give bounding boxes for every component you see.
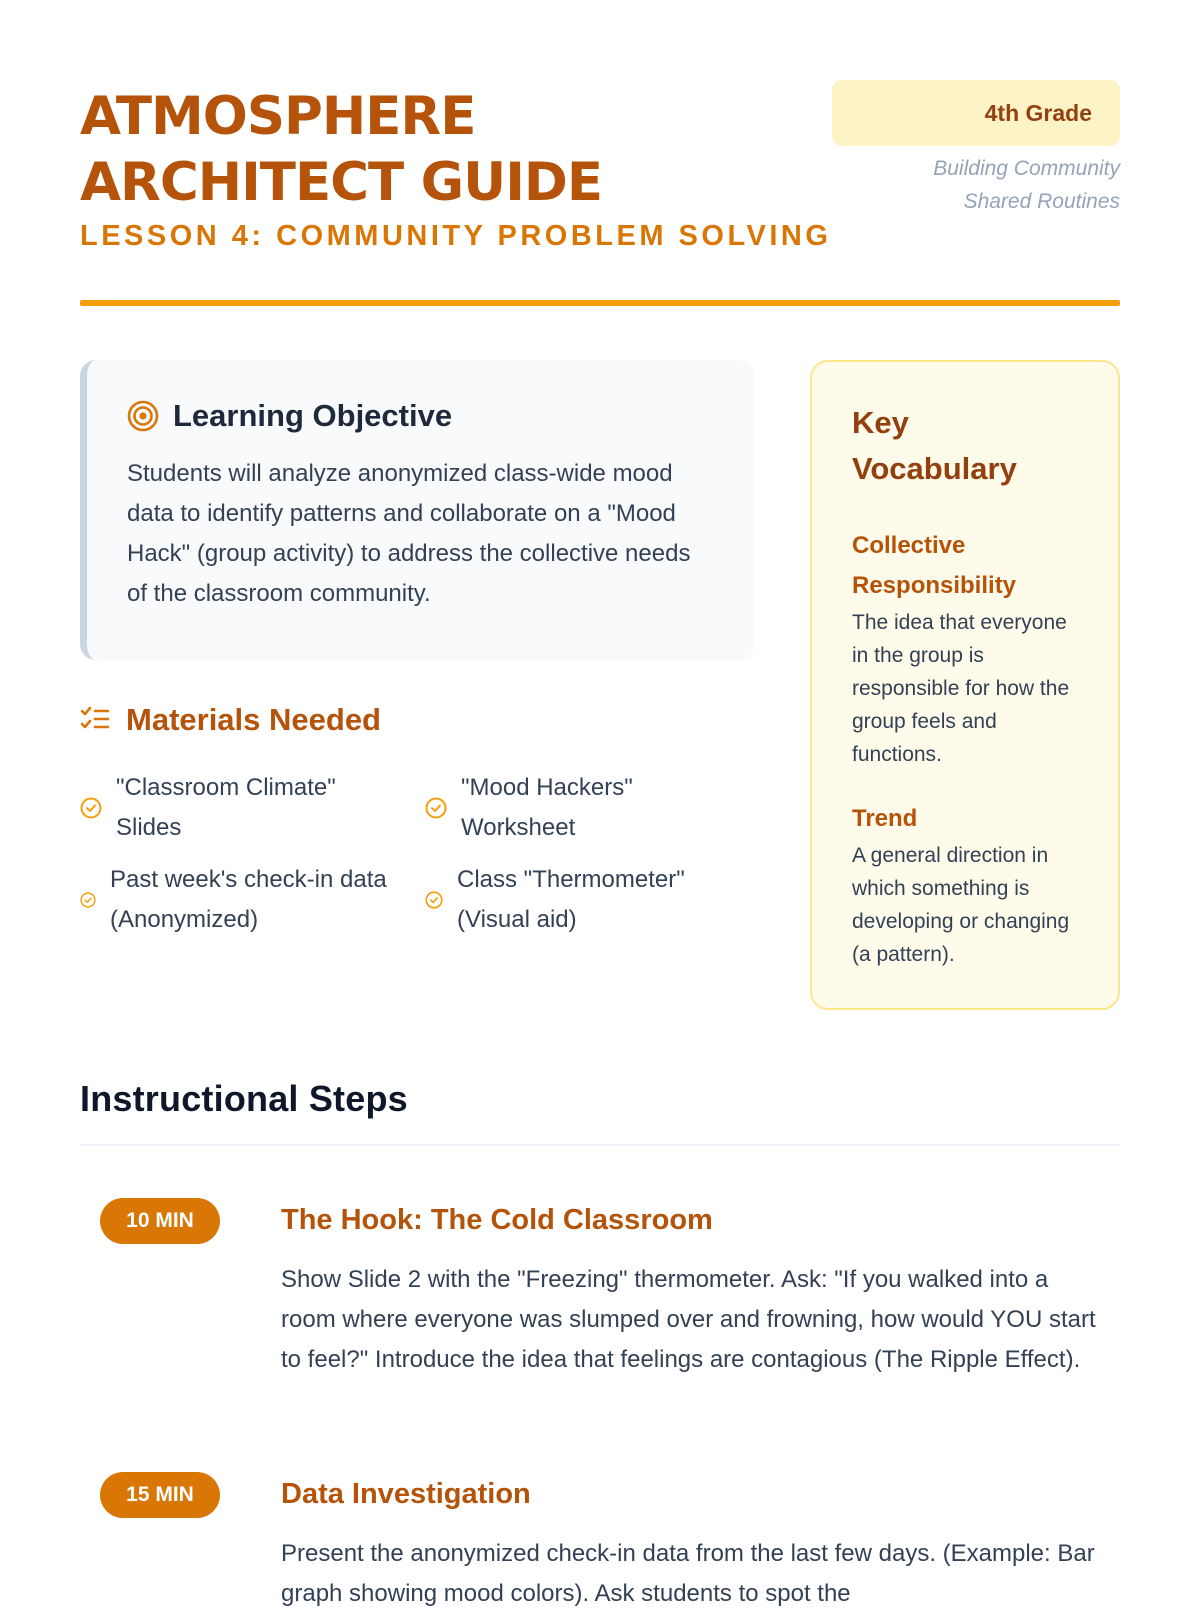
lesson-guide-page — [80, 0, 1120, 1607]
steps-divider — [80, 1144, 1120, 1146]
lesson-subtitle: LESSON 4: COMMUNITY PROBLEM SOLVING — [80, 220, 832, 252]
tagline — [933, 152, 1120, 218]
vocab-term: Collective Responsibility — [852, 532, 1017, 599]
check-circle-icon — [425, 797, 447, 819]
grade-badge: 4th Grade — [832, 80, 1120, 146]
checklist-icon — [80, 705, 110, 735]
title-line-2: ARCHITECT GUIDE — [80, 152, 603, 213]
duration-badge: 15 MIN — [100, 1472, 220, 1518]
objective-title: Learning Objective — [173, 398, 453, 433]
page-title — [80, 84, 800, 216]
step-text: Present the anonymized check-in data from the last few days. (Example: Bar graph showing mood colors). Ask students to spot the — [281, 1540, 1095, 1607]
material-label: "Mood Hackers" Worksheet — [461, 774, 633, 841]
objective-text: Students will analyze anonymized class-wide mood data to identify patterns and collaborate on a "Mood Hack" (group activity) to address the collective needs of the classroom community. — [127, 460, 691, 607]
material-item — [80, 768, 380, 848]
materials-title: Materials Needed — [126, 702, 381, 737]
steps-title: Instructional Steps — [80, 1078, 408, 1119]
title-line-1: ATMOSPHERE — [80, 86, 476, 147]
target-icon — [127, 400, 159, 432]
materials-header — [80, 702, 381, 738]
objective-card — [80, 360, 755, 660]
material-label: "Classroom Climate" Slides — [116, 774, 336, 841]
material-item — [425, 768, 675, 848]
header-divider — [80, 300, 1120, 306]
step-title: The Hook: The Cold Classroom — [281, 1204, 713, 1236]
check-circle-icon — [80, 892, 96, 908]
material-label: Past week's check-in data (Anonymized) — [110, 866, 387, 933]
vocab-term: Trend — [852, 805, 918, 832]
vocab-definition: A general direction in which something is developing or changing (a pattern). — [852, 844, 1070, 966]
vocab-definition: The idea that everyone in the group is responsible for how the group feels and functions. — [852, 611, 1070, 766]
step-title: Data Investigation — [281, 1478, 531, 1510]
tagline-line-2: Shared Routines — [963, 190, 1120, 213]
vocabulary-card — [810, 360, 1120, 1010]
vocabulary-title: Key Vocabulary — [852, 405, 1017, 486]
tagline-line-1: Building Community — [933, 157, 1120, 180]
check-circle-icon — [80, 797, 102, 819]
material-label: Class "Thermometer" (Visual aid) — [457, 866, 685, 933]
material-item — [80, 860, 400, 940]
material-item — [425, 860, 745, 940]
step-text: Show Slide 2 with the "Freezing" thermometer. Ask: "If you walked into a room where everyone was slumped over and frowning, how would YOU start to feel?" Introduce the idea that feelings are contagious (The Ripple Effect). — [281, 1266, 1096, 1373]
duration-badge: 10 MIN — [100, 1198, 220, 1244]
check-circle-icon — [425, 891, 443, 909]
